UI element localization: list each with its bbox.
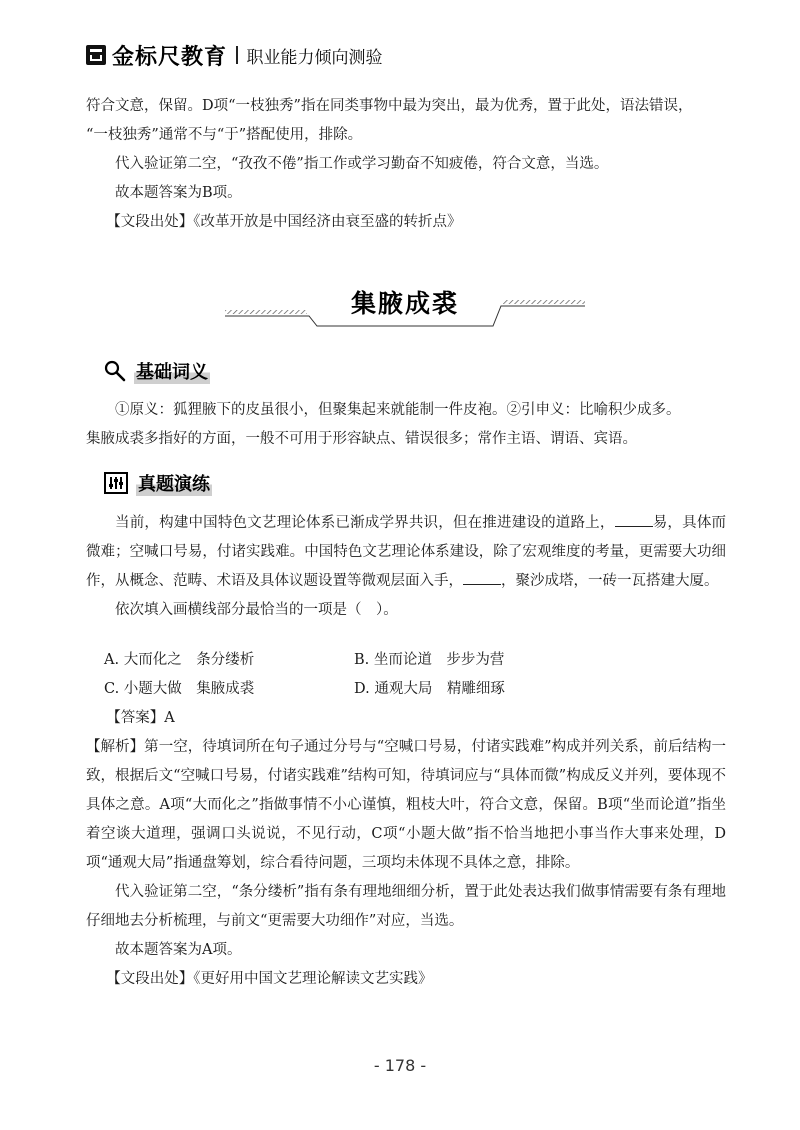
prev-source: 【文段出处】《改革开放是中国经济由衰至盛的转折点》 — [106, 214, 462, 230]
blank-2 — [463, 570, 501, 585]
page-header — [86, 40, 383, 70]
basic-meaning-heading — [104, 358, 210, 384]
option-a: A. 大而化之 条分缕析 — [104, 652, 255, 668]
basic-meaning-line-2: 集腋成裘多指好的方面，一般不可用于形容缺点、错误很多；常作主语、谓语、宾语。 — [86, 431, 637, 447]
section-title-banner — [225, 282, 585, 332]
equalizer-icon — [104, 472, 128, 494]
previous-entry-text — [86, 92, 726, 237]
passage-source: 【文段出处】《更好用中国文艺理论解读文艺实践》 — [106, 971, 433, 987]
analysis-first-blank: 【解析】第一空，待填词所在句子通过分号与“空喊口号易，付诸实践难”构成并列关系，前后结构一致，根据后文“空喊口号易，付诸实践难”结构可知，待填词应与“具体而微”构成反义并列，要体现不具体之意。A项“大而化之”指做事情不小心谨慎，粗枝大叶，符合文意，保留。B项“坐而论道”指坐着空谈大道理，强调口头说说，不见行动，C项“小题大做”指不恰当地把小事当作大事来处理，D项“通观大局”指通盘筹划，综合看待问题，三项均未体现不具体之意，排除。 — [86, 739, 726, 871]
prev-line-2: “一枝独秀”通常不与“于”搭配使用，排除。 — [86, 127, 363, 143]
question-stem — [86, 509, 726, 625]
answer-line: 【答案】A — [106, 710, 175, 726]
idiom-title: 集腋成裘 — [350, 289, 459, 318]
basic-meaning-label: 基础词义 — [134, 358, 210, 384]
question-text: 当前，构建中国特色文艺理论体系已渐成学界共识，但在推进建设的道路上， 易，具体而微难；空喊口号易，付诸实践难。中国特色文艺理论体系建设，除了宏观维度的考量，更需要大功细作，从概念、范畴、术语及具体议题设置等微观层面入手， ，聚沙成塔，一砖一瓦搭建大厦。 — [86, 509, 726, 596]
option-d: D. 通观大局 精雕细琢 — [354, 681, 505, 697]
practice-heading — [104, 470, 212, 496]
analysis-second-blank: 代入验证第二空，“条分缕析”指有条有理地细细分析，置于此处表达我们做事情需要有条有理地仔细地去分析梳理，与前文“更需要大功细作”对应，当选。 — [86, 884, 726, 929]
option-b: B. 坐而论道 步步为营 — [354, 652, 505, 668]
basic-meaning-line-1: ①原义：狐狸腋下的皮虽很小，但聚集起来就能制一件皮袍。②引申义：比喻积少成多。 — [115, 402, 681, 418]
option-c: C. 小题大做 集腋成裘 — [104, 681, 255, 697]
brand-logo-icon — [86, 45, 106, 65]
question-prompt: 依次填入画横线部分最恰当的一项是（ ）。 — [115, 602, 398, 618]
header-divider — [236, 46, 238, 64]
answer-options — [104, 646, 604, 704]
answer-conclusion: 故本题答案为A项。 — [115, 942, 242, 958]
prev-line-1: 符合文意，保留。D项“一枝独秀”指在同类事物中最为突出，最为优秀，置于此处，语法错误， — [86, 98, 693, 114]
practice-label: 真题演练 — [136, 470, 212, 496]
basic-meaning-text — [86, 396, 726, 454]
prev-conclusion: 故本题答案为B项。 — [115, 185, 242, 201]
book-subtitle: 职业能力倾向测验 — [246, 47, 383, 68]
brand-name: 金标尺教育 — [112, 44, 228, 70]
page-number: - 178 - — [373, 1056, 427, 1075]
solution-text — [86, 704, 726, 994]
prev-second-blank: 代入验证第二空，“孜孜不倦”指工作或学习勤奋不知疲倦，符合文意，当选。 — [115, 156, 609, 172]
search-icon — [104, 360, 126, 382]
blank-1 — [615, 512, 653, 527]
